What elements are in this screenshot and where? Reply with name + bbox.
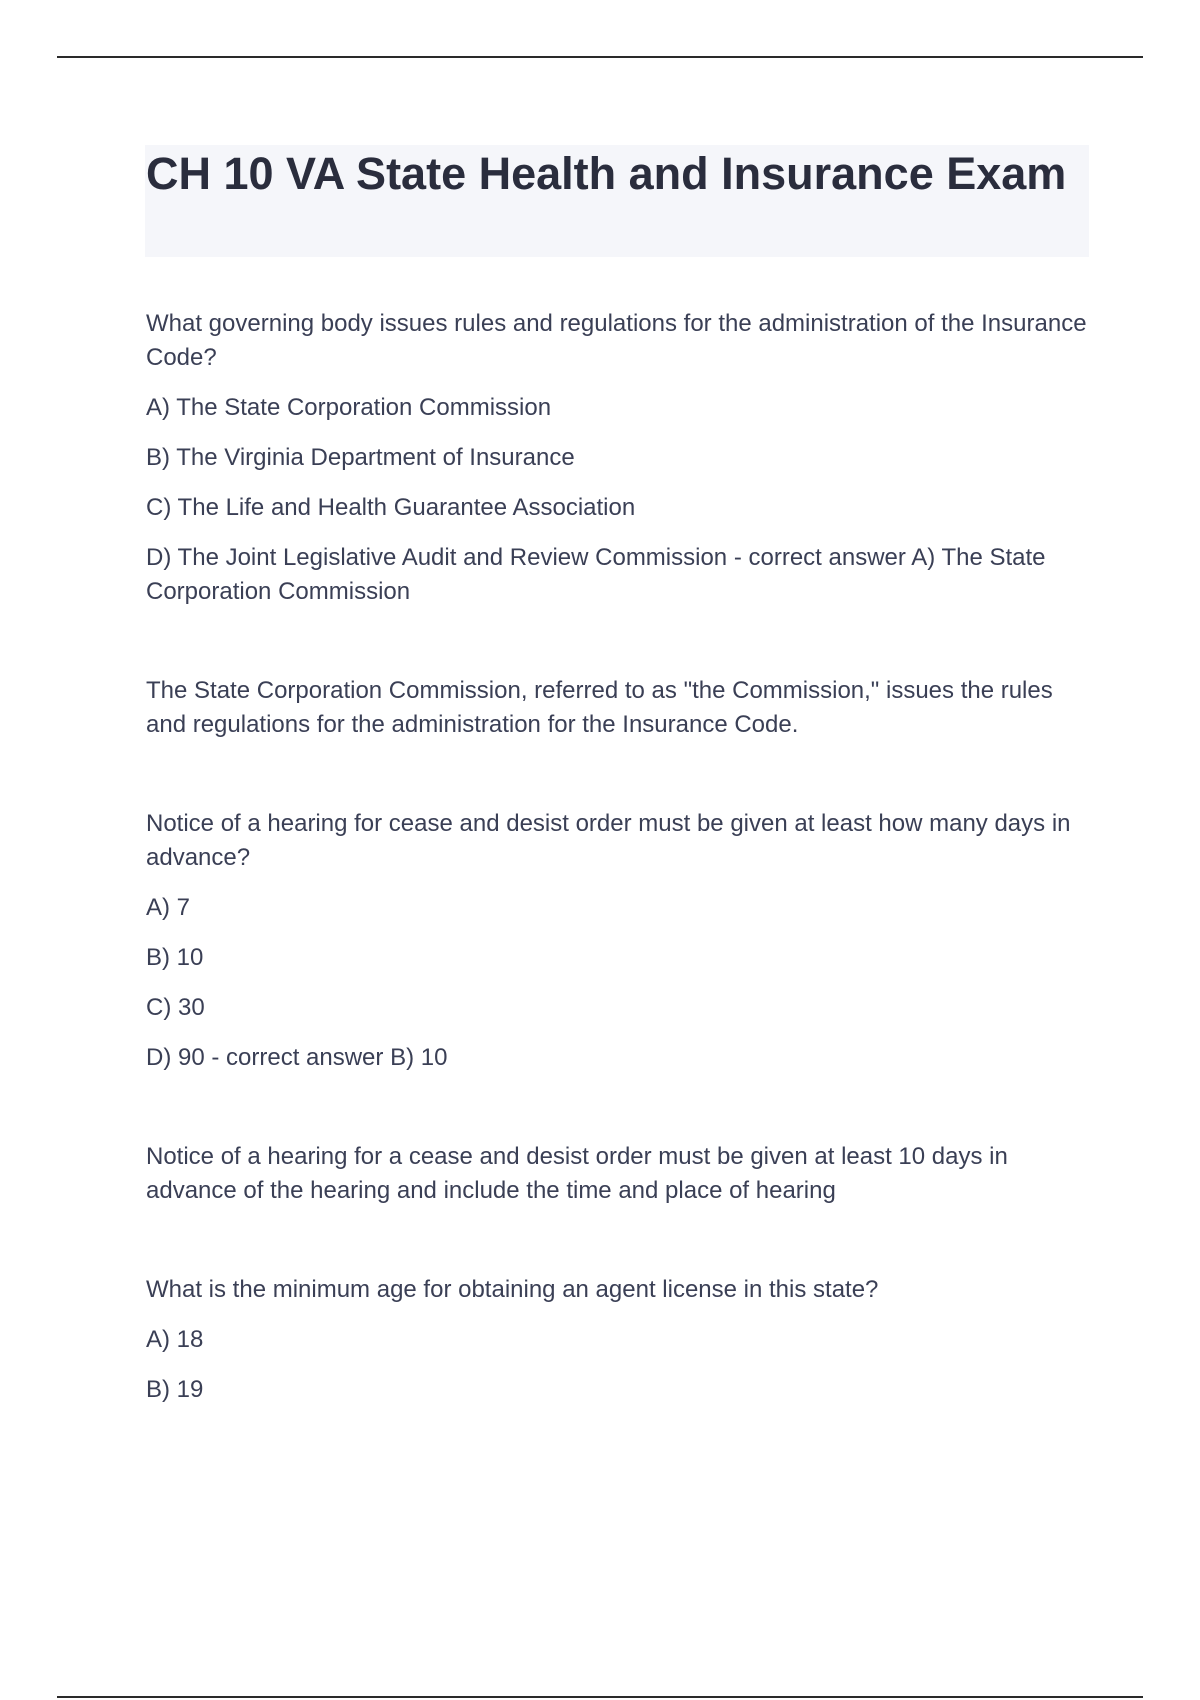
answer-option: D) 90 - correct answer B) 10	[146, 1044, 448, 1071]
question-text: Notice of a hearing for cease and desist order must be given at least how many days in advance?	[146, 810, 1071, 871]
document-title: CH 10 VA State Health and Insurance Exam	[146, 148, 1067, 199]
question-block-2	[146, 807, 1096, 1208]
top-rule	[57, 56, 1143, 58]
explanation-text: The State Corporation Commission, referred to as "the Commission," issues the rules and regulations for the administration for the Insurance Code.	[146, 677, 1053, 738]
answer-option: D) The Joint Legislative Audit and Review Commission - correct answer A) The State Corporation Commission	[146, 544, 1046, 605]
answer-option: A) The State Corporation Commission	[146, 394, 552, 421]
question-text: What governing body issues rules and regulations for the administration of the Insurance Code?	[146, 310, 1087, 371]
bottom-rule	[57, 1696, 1143, 1698]
answer-option: B) The Virginia Department of Insurance	[146, 444, 575, 471]
answer-option: C) The Life and Health Guarantee Association	[146, 494, 636, 521]
answer-option: C) 30	[146, 994, 205, 1021]
answer-option: A) 7	[146, 894, 191, 921]
document-body	[146, 307, 1096, 1407]
answer-option: A) 18	[146, 1326, 204, 1353]
answer-option: B) 19	[146, 1376, 204, 1403]
explanation-text: Notice of a hearing for a cease and desist order must be given at least 10 days in advance of the hearing and include the time and place of hearing	[146, 1143, 1008, 1204]
answer-option: B) 10	[146, 944, 204, 971]
question-block-1	[146, 307, 1096, 742]
question-text: What is the minimum age for obtaining an agent license in this state?	[146, 1276, 879, 1303]
question-block-3	[146, 1273, 1096, 1407]
